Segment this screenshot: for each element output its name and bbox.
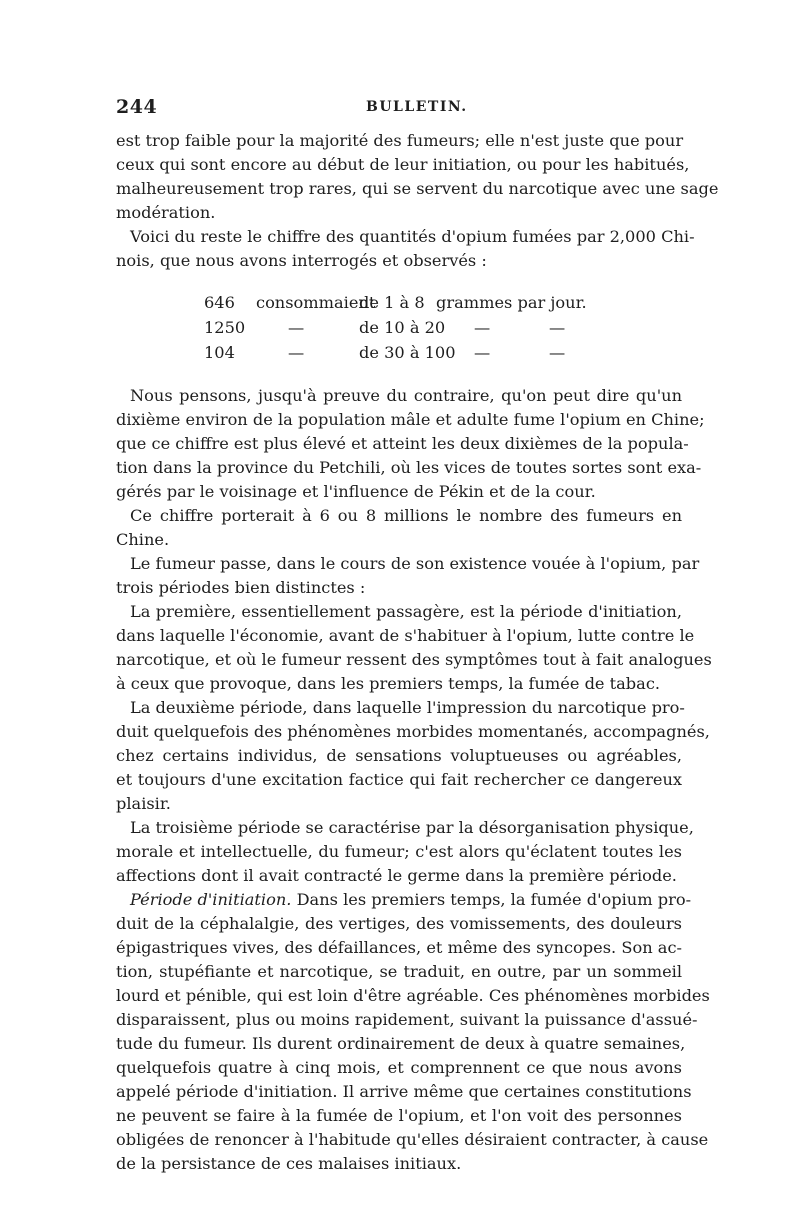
quantity-row [204,343,624,365]
text-line: tion, stupéfiante et narcotique, se traduit, en outre, par un sommeil [116,962,682,981]
text-line: Voici du reste le chiffre des quantités d'opium fumées par 2,000 Chi- [130,227,695,246]
section-heading: Période d'initiation. [130,890,292,909]
quantity-value: 104 [204,343,235,362]
text-line: malheureusement trop rares, qui se servent du narcotique avec une sage [116,179,719,198]
running-title: BULLETIN. [366,99,468,115]
text-line: ceux qui sont encore au début de leur initiation, ou pour les habitués, [116,155,690,174]
text-line: gérés par le voisinage et l'influence de Pékin et de la cour. [116,482,596,501]
quantity-range: de 1 à 8 [359,293,425,312]
text-line: Le fumeur passe, dans le cours de son existence vouée à l'opium, par [130,554,700,573]
quantity-unit: grammes par jour. [436,293,587,312]
text-line: affections dont il avait contracté le germe dans la première période. [116,866,677,885]
text-line: narcotique, et où le fumeur ressent des symptômes tout à fait analogues [116,650,712,669]
text-line: Ce chiffre porterait à 6 ou 8 millions le nombre des fumeurs en [130,506,682,525]
text-line: duit quelquefois des phénomènes morbides momentanés, accompagnés, [116,722,710,741]
text-line: La deuxième période, dans laquelle l'impression du narcotique pro- [130,698,685,717]
text-line: épigastriques vives, des défaillances, et même des syncopes. Son ac- [116,938,682,957]
text-line: chez certains individus, de sensations voluptueuses ou agréables, [116,746,682,765]
text-line: duit de la céphalalgie, des vertiges, des vomissements, des douleurs [116,914,682,933]
quantity-row [204,318,624,340]
text-line: trois périodes bien distinctes : [116,578,366,597]
text-line: La troisième période se caractérise par la désorganisation physique, [130,818,694,837]
text-line: de la persistance de ces malaises initiaux. [116,1154,462,1173]
quantity-value: 1250 [204,318,246,337]
quantity-range: de 30 à 100 [359,343,456,362]
text-line: ne peuvent se faire à la fumée de l'opium, et l'on voit des personnes [116,1106,682,1125]
text-line: quelquefois quatre à cinq mois, et comprennent ce que nous avons [116,1058,682,1077]
text-line: et toujours d'une excitation factice qui fait rechercher ce dangereux [116,770,682,789]
ditto-mark: — [474,343,491,362]
text-line: est trop faible pour la majorité des fumeurs; elle n'est juste que pour [116,131,684,150]
ditto-mark: — [474,318,491,337]
page-header [116,96,680,122]
text-line: obligées de renoncer à l'habitude qu'elles désiraient contracter, à cause [116,1130,709,1149]
text-line: que ce chiffre est plus élevé et atteint les deux dixièmes de la popula- [116,434,689,453]
quantity-range: de 10 à 20 [359,318,446,337]
text-line: plaisir. [116,794,171,813]
text-line: appelé période d'initiation. Il arrive même que certaines constitutions [116,1082,692,1101]
text-line: Nous pensons, jusqu'à preuve du contraire, qu'on peut dire qu'un [130,386,682,405]
text-line: morale et intellectuelle, du fumeur; c'est alors qu'éclatent toutes les [116,842,682,861]
text-line: à ceux que provoque, dans les premiers temps, la fumée de tabac. [116,674,661,693]
ditto-mark: — [549,318,566,337]
text-line: nois, que nous avons interrogés et observés : [116,251,487,270]
text-line: lourd et pénible, qui est loin d'être agréable. Ces phénomènes morbides [116,986,710,1005]
ditto-mark: — [288,343,305,362]
text-line [130,890,692,910]
quantity-row [204,293,624,315]
text-run: Dans les premiers temps, la fumée d'opium pro- [296,890,692,909]
quantity-verb: consommaient [256,293,376,312]
text-line: Chine. [116,530,170,549]
ditto-mark: — [549,343,566,362]
quantity-value: 646 [204,293,235,312]
text-line: tude du fumeur. Ils durent ordinairement de deux à quatre semaines, [116,1034,686,1053]
text-line: disparaissent, plus ou moins rapidement, suivant la puissance d'assué- [116,1010,698,1029]
text-line: La première, essentiellement passagère, est la période d'initiation, [130,602,682,621]
text-line: tion dans la province du Petchili, où les vices de toutes sortes sont exa- [116,458,702,477]
page-number: 244 [116,96,158,118]
text-line: dans laquelle l'économie, avant de s'habituer à l'opium, lutte contre le [116,626,695,645]
text-line: modération. [116,203,216,222]
ditto-mark: — [288,318,305,337]
text-line: dixième environ de la population mâle et adulte fume l'opium en Chine; [116,410,705,429]
